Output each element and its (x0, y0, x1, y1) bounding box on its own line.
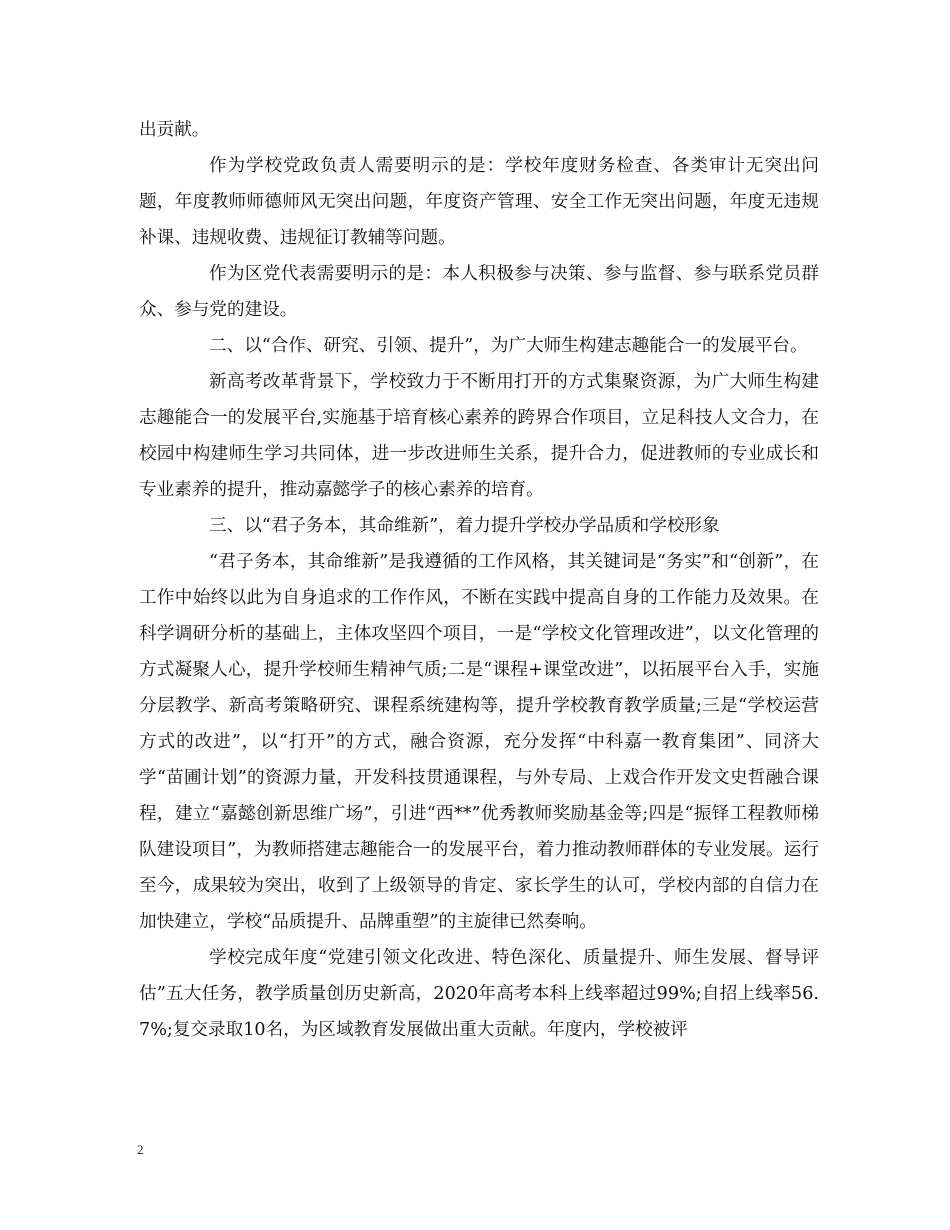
section-heading-two: 二、以“合作、研究、引领、提升”，为广大师生构建志趣能合一的发展平台。 (209, 336, 808, 356)
page-number: 2 (137, 1142, 144, 1157)
paragraph-annual-tasks: 学校完成年度“党建引领文化改进、特色深化、质量提升、师生发展、督导评估”五大任务，教学质量创历史新高，2020年高考本科上线率超过99%;自招上线率56.7%;复交录取10名，为区域教育发展做出重大贡献。年度内，学校被评 (139, 948, 819, 1040)
paragraph-work-style: “君子务本，其命维新”是我遵循的工作风格，其关键词是“务实”和“创新”，在工作中始终以此为自身追求的工作作风，不断在实践中提高自身的工作能力及效果。在科学调研分析的基础上，主体攻坚四个项目，一是“学校文化管理改进”，以文化管理的方式凝聚人心，提升学校师生精神气质;二是“课程+课堂改进”，以拓展平台入手，实施分层教学、新高考策略研究、课程系统建构等，提升学校教育教学质量;三是“学校运营方式的改进”，以“打开”的方式，融合资源，充分发挥“中科嘉一教育集团”、同济大学“苗圃计划”的资源力量，开发科技贯通课程，与外专局、上戏合作开发文史哲融合课程，建立“嘉懿创新思维广场”，引进“西**”优秀教师奖励基金等;四是“振铎工程教师梯队建设项目”，为教师搭建志趣能合一的发展平台，着力推动教师群体的专业发展。运行至今，成果较为突出，收到了上级领导的肯定、家长学生的认可，学校内部的自信力在加快建立，学校“品质提升、品牌重塑”的主旋律已然奏响。 (139, 552, 819, 932)
paragraph-continuation: 出贡献。 (139, 120, 210, 140)
document-body (139, 112, 819, 1048)
section-heading-three: 三、以“君子务本，其命维新”，着力提升学校办学品质和学校形象 (209, 516, 720, 536)
paragraph-platform-building: 新高考改革背景下，学校致力于不断用打开的方式集聚资源，为广大师生构建志趣能合一的发展平台,实施基于培育核心素养的跨界合作项目，立足科技人文合力，在校园中构建师生学习共同体，进一步改进师生关系，提升合力，促进教师的专业成长和专业素养的提升，推动嘉懿学子的核心素养的培育。 (139, 372, 819, 500)
paragraph-party-leader-statement: 作为学校党政负责人需要明示的是：学校年度财务检查、各类审计无突出问题，年度教师师德师风无突出问题，年度资产管理、安全工作无突出问题，年度无违规补课、违规收费、违规征订教辅等问题。 (139, 156, 819, 248)
paragraph-district-delegate-statement: 作为区党代表需要明示的是：本人积极参与决策、参与监督、参与联系党员群众、参与党的建设。 (139, 264, 819, 320)
